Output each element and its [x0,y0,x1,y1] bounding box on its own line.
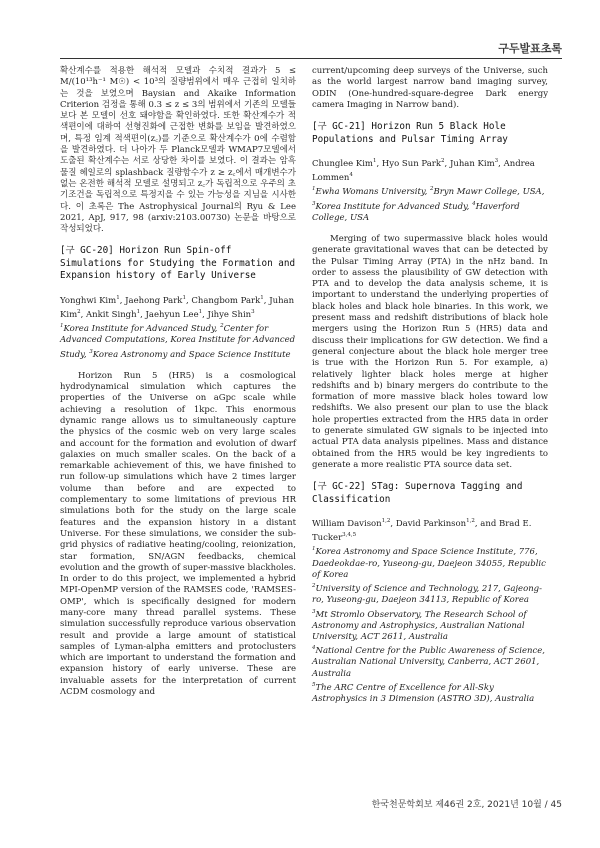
continued-korean-text: 확산계수를 적용한 해석적 모델과 수치적 결과가 5 ≤ M/(10¹³h⁻¹ M☉) < 10³의 질량범위에서 매우 근접히 일치하는 것을 보였으며 Baysian and Akaike Information Criterion 검정을 통해 0.3 ≤ z ≤ 3의 범위에서 기존의 모델들보다 본 모델이 선호 돼야함을 확인하였다. 또한 확산계수가 적색편이에 대하여 선형진화에 근접한 변화를 보임을 발견하였으며, 특정 임계 적색편이(z꜀)를 기준으로 확산계수가 0에 수렴함을 발견하였다. 더 나아가 두 Planck모델과 WMAP7모델에서 도출된 확산계수는 서로 상당한 차이를 보였다. 이 결과는 암흑물질 헤일로의 splashback 질량함수가 z ≥ z꜀에서 매개변수가 없는 온전한 해석적 모델로 설명되고 z꜀가 독립적으로 우주의 초기조건을 독립적으로 특정지을 수 있는 가능성을 지님을 시사한다. 이 초록은 The Astrophysical Journal의 Ryu & Lee 2021, ApJ, 917, 98 (arxiv:2103.00730) 논문을 바탕으로 작성되었다. [60,66,296,235]
author: Ankit Singh$^1$ [86,309,141,320]
author: Changbom Park$^1$ [191,294,264,306]
abstract-body-gc21: Merging of two supermassive black holes would generate gravitational waves that can be detected by the Pulsar Timing Array (PTA) in the nHz band. In order to assess the plausibility of GW detection with PTA and to develop the data analysis scheme, it is important to understand the underlying properties of black holes and black hole binaries. In this work, we present mass and redshift distributions of black hole mergers using the Horizon Run 5 (HR5) data and discuss their implications for GW detection. We find a general conjecture about the black hole merger tree is true with the Horizon Run 5. For example, a) relatively lighter black holes merge at higher redshifts and b) binary mergers do contribute to the formation of more massive black holes toward low redshifts. We also present our plan to use the black hole properties extracted from the HR5 data in order to generate simulated GW signals to be injected into actual PTA data analysis pipelines. Mass and distance obtained from the HR5 would be key ingredients to generate a more realistic PTA source data set. [312,233,548,470]
author: David Parkinson$^{1,2}$ [395,518,475,530]
author: Yonghwi Kim$^1$ [60,294,120,306]
affiliation-entry: $^2$University of Science and Technology, 217, Gajeong-ro, Yuseong-gu, Daejeon 34113, Republic of Korea [312,583,542,606]
author: Chunglee Kim$^1$ [312,158,377,170]
abstract-title-gc22: [구 GC-22] STag: Supernova Tagging and Classification [312,481,523,505]
author-list-gc20: Yonghwi Kim$^1$, Jaehong Park$^1$, Changbom Park$^1$, Juhan Kim$^2$, Ankit Singh$^1$, Jaehyun Lee$^1$, Jihye Shin$^3$ [60,294,295,320]
author: and Brad E. Tucker$^{3,4,5}$ [312,519,532,544]
author: Jaehyun Lee$^1$ [145,309,203,320]
author: Juhan Kim$^3$ [449,158,499,170]
affiliations-gc22 [312,544,548,705]
continued-english-text: current/upcoming deep surveys of the Universe, such as the world largest narrow band imaging survey, ODIN (One-hundred-square-degree Dark energy camera Imaging in Narrow band). [312,66,548,110]
abstract-title-gc21: [구 GC-21] Horizon Run 5 Black Hole Populations and Pulsar Timing Array [312,121,508,145]
abstract-title-gc20: [구 GC-20] Horizon Run Spin-off Simulations for Studying the Formation and Expansion history of Early Universe [60,245,296,282]
abstract-body-gc20: Horizon Run 5 (HR5) is a cosmological hydrodynamical simulation which captures the properties of the Universe on aGpc scale while achieving a resolution of 1kpc. This enormous dynamic range allows us to simultaneously capture the physics of the cosmic web on very large scales and account for the formation and evolution of dwarf galaxies on much smaller scales. On the back of a remarkable achievement of this, we have finished to run follow-up simulations which have 2 times larger volume than before and are expected to complementary to some limitations of previous HR simulations both for the study on the large scale features and the expansion history in a distant Universe. For these simulations, we consider the sub-grid physics of radiative heating/cooling, reionization, star formation, SN/AGN feedbacks, chemical evolution and the growth of super-massive blackholes. In order to do this project, we implemented a hybrid MPI-OpenMP version of the RAMSES code, 'RAMSES-OMP', which is specifically designed for modern many-core many thread parallel systems. These simulation successfully reproduce various observation result and provide a large amount of statistical samples of Lyman-alpha emitters and protoclusters which are important to understand the formation and expansion history of early universe. These are invaluable assets for the interpretation of current ΛCDM cosmology and [60,370,296,698]
affiliation-entry: $^3$Mt Stromlo Observatory, The Research School of Astronomy and Astrophysics, Australian National University, ACT 2611, Australia [312,608,527,643]
author: William Davison$^{1,2}$ [312,518,391,530]
affiliation-entry: $^4$National Centre for the Public Awareness of Science, Australian National University, Canberra, ACT 2601, Australia [312,645,546,679]
author: Jaehong Park$^1$ [125,294,186,306]
affiliation-entry: $^5$The ARC Centre of Excellence for All-Sky Astrophysics in 3 Dimension (ASTRO 3D), Australia [312,682,535,705]
author: Andrea Lommen$^4$ [312,159,535,184]
right-column [312,66,548,715]
header-divider [60,58,562,59]
author-list-gc21: Chunglee Kim$^1$, Hyo Sun Park$^2$, Juhan Kim$^3$, Andrea Lommen$^4$ [312,158,535,184]
page-footer: 한국천문학회보 제46권 2호, 2021년 10월 / 45 [371,800,562,810]
author-list-gc22: William Davison$^{1,2}$, David Parkinson$^{1,2}$, and Brad E. Tucker$^{3,4,5}$ [312,518,532,544]
affiliations-gc21: $^1$Ewha Womans University, $^2$Bryn Mawr College, USA, $^3$Korea Institute for Advanced Study, $^4$Haverford College, USA [312,186,545,223]
left-column [60,66,296,698]
author: Hyo Sun Park$^2$ [381,158,445,170]
author: Juhan Kim$^2$ [60,295,295,320]
author: Jihye Shin$^3$ [207,309,255,320]
section-label: 구두발표초록 [498,42,562,55]
affiliations-gc20: $^1$Korea Institute for Advanced Study, $^2$Center for Advanced Computations, Korea Institute for Advanced Study, $^3$Korea Astronomy and Space Science Institute [60,323,296,360]
affiliation-entry: $^1$Korea Astronomy and Space Science Institute, 776, Daedeokdae-ro, Yuseong-gu, Daejeon 34055, Republic of Korea [312,546,546,580]
